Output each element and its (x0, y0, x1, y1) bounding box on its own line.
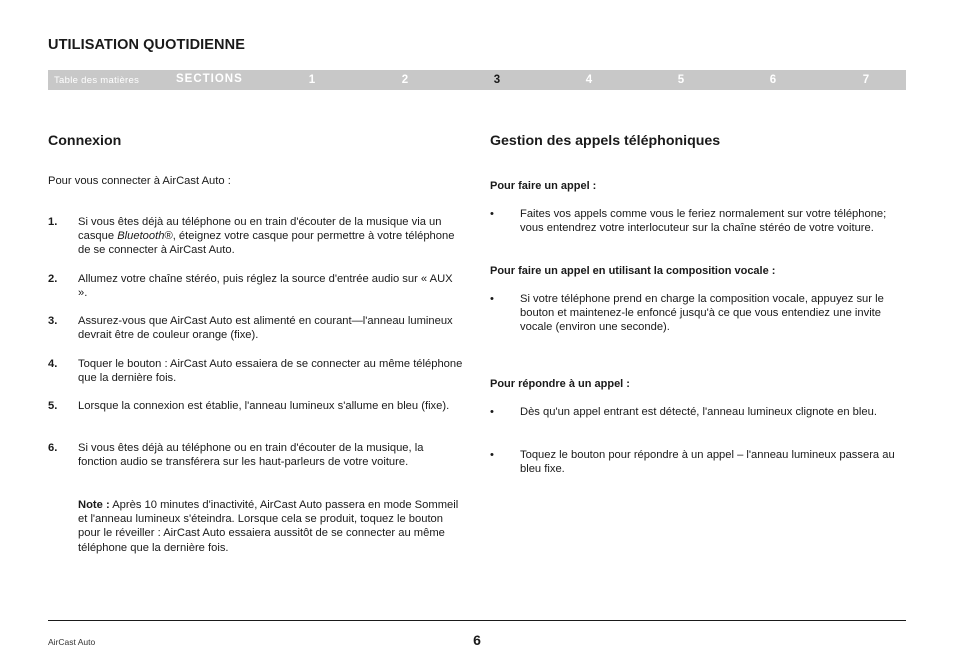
note-text: Note : Après 10 minutes d'inactivité, AirCast Auto passera en mode Sommeil et l'anneau lumineux s'éteindra. Lorsque cela se produit, toquez le bouton pour le réveiller : AirCast Auto essaiera aussitôt de se connecter au même téléphone que la dernière fois. (78, 499, 459, 554)
step-item (48, 272, 468, 302)
step-item (48, 215, 468, 259)
step-number: 6. (48, 442, 58, 454)
nav-section-5[interactable]: 5 (677, 74, 685, 86)
nav-section-3[interactable]: 3 (493, 74, 501, 86)
list-item-text: Toquez le bouton pour répondre à un appel – l'anneau lumineux passera au bleu fixe. (520, 449, 895, 476)
bullet-mark: • (490, 406, 494, 418)
step-item (48, 441, 468, 485)
call-management-heading: Gestion des appels téléphoniques (490, 133, 721, 149)
bullet-mark: • (490, 293, 494, 305)
nav-section-4[interactable]: 4 (585, 74, 593, 86)
bullet-mark: • (490, 449, 494, 461)
page-number: 6 (473, 632, 481, 648)
voice-dial-subheading: Pour faire un appel en utilisant la composition vocale : (490, 265, 776, 277)
step-number: 3. (48, 315, 58, 327)
footer-product-name: AirCast Auto (48, 637, 96, 647)
nav-toc-link[interactable]: Table des matières (54, 75, 140, 86)
nav-section-2[interactable]: 2 (401, 74, 409, 86)
bullet-mark: • (490, 208, 494, 220)
step-item (48, 314, 468, 344)
step-number: 4. (48, 358, 58, 370)
step-text: Lorsque la connexion est établie, l'anneau lumineux s'allume en bleu (fixe). (78, 400, 450, 412)
list-item-text: Dès qu'un appel entrant est détecté, l'anneau lumineux clignote en bleu. (520, 406, 877, 418)
list-item-text: Si votre téléphone prend en charge la composition vocale, appuyez sur le bouton et maintenez-le enfoncé jusqu'à ce que vous entendiez une invite vocale (environ une seconde). (520, 293, 884, 334)
page-title: UTILISATION QUOTIDIENNE (48, 37, 245, 53)
list-item (490, 405, 910, 435)
nav-section-1[interactable]: 1 (308, 74, 316, 86)
list-item (490, 207, 910, 251)
step-number: 1. (48, 216, 58, 228)
make-call-subheading: Pour faire un appel : (490, 180, 597, 192)
footer-divider (48, 620, 906, 621)
connexion-heading: Connexion (48, 133, 122, 149)
step-item (48, 357, 468, 387)
list-item (490, 292, 910, 336)
list-item (490, 448, 910, 478)
list-item-text: Faites vos appels comme vous le feriez normalement sur votre téléphone; vous entendrez votre interlocuteur sur la chaîne stéréo de votre voiture. (520, 208, 887, 235)
nav-section-7[interactable]: 7 (862, 74, 870, 86)
step-text: Si vous êtes déjà au téléphone ou en train d'écouter de la musique via un casque Bluetooth®, éteignez votre casque pour permettre à votre téléphone de se connecter à AirCast Auto. (78, 216, 455, 257)
step-text: Allumez votre chaîne stéréo, puis réglez la source d'entrée audio sur « AUX ». (78, 273, 453, 300)
step-item (48, 399, 468, 429)
connexion-intro: Pour vous connecter à AirCast Auto : (48, 175, 231, 187)
section-nav-bar (48, 70, 906, 90)
step-number: 5. (48, 400, 58, 412)
step-text: Si vous êtes déjà au téléphone ou en train d'écouter de la musique, la fonction audio se transférera sur les haut-parleurs de votre voiture. (78, 442, 424, 469)
note-block (48, 498, 468, 556)
answer-call-subheading: Pour répondre à un appel : (490, 378, 630, 390)
step-text: Assurez-vous que AirCast Auto est alimenté en courant—l'anneau lumineux devrait être de couleur orange (fixe). (78, 315, 453, 342)
step-text: Toquer le bouton : AirCast Auto essaiera de se connecter au même téléphone que la dernière fois. (78, 358, 463, 385)
nav-section-6[interactable]: 6 (769, 74, 777, 86)
step-number: 2. (48, 273, 58, 285)
nav-sections-label: SECTIONS (176, 73, 243, 85)
